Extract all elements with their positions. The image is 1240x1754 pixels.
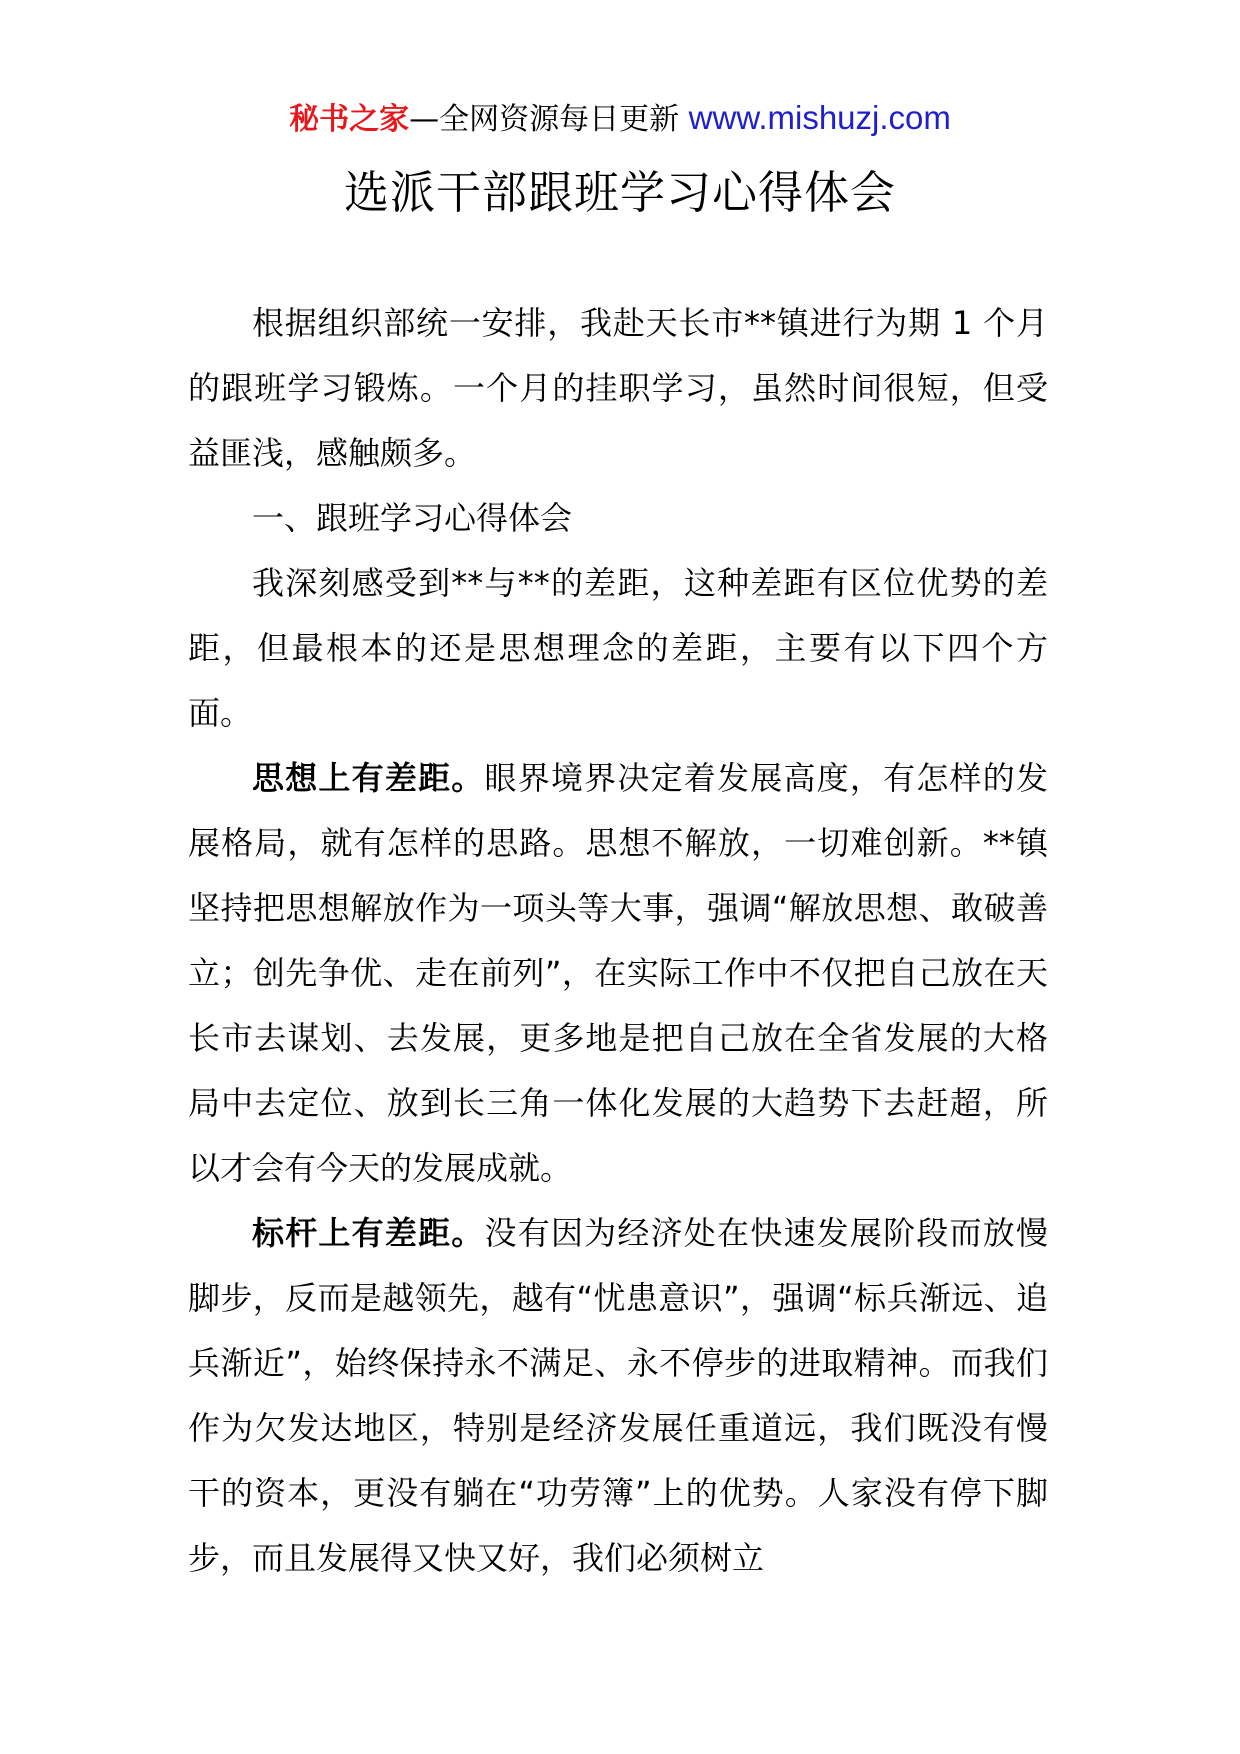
brand-name: 秘书之家 <box>289 102 410 137</box>
paragraph-body-thinking: 眼界境界决定着发展高度，有怎样的发展格局，就有怎样的思路。思想不解放，一切难创新。**镇坚持把思想解放作为一项头等大事，强调“解放思想、敢破善立；创先争优、走在前列”，在实际工作中不仅把自己放在天长市去谋划、去发展，更多地是把自己放在全省发展的大格局中去定位、放到长三角一体化发展的大趋势下去赶超，所以才会有今天的发展成就。 <box>188 759 1048 1187</box>
paragraph-body-benchmark: 没有因为经济处在快速发展阶段而放慢脚步，反而是越领先，越有“忧患意识”，强调“标兵渐远、追兵渐近”，始终保持永不满足、永不停步的进取精神。而我们作为欠发达地区，特别是经济发展任重道远，我们既没有慢干的资本，更没有躺在“功劳簿”上的优势。人家没有停下脚步，而且发展得又快又好，我们必须树立 <box>188 1214 1048 1577</box>
paragraph-lead-benchmark: 标杆上有差距。 <box>252 1214 485 1252</box>
section-heading-1: 一、跟班学习心得体会 <box>252 499 573 537</box>
site-url-link[interactable]: www.mishuzj.com <box>688 99 951 136</box>
paragraph-intro: 根据组织部统一安排，我赴天长市**镇进行为期 1 个月的跟班学习锻炼。一个月的挂职学习，虽然时间很短，但受益匪浅，感触颇多。 <box>188 304 1048 472</box>
paragraph-gap-overview: 我深刻感受到**与**的差距，这种差距有区位优势的差距，但最根本的还是思想理念的差距，主要有以下四个方面。 <box>188 564 1048 732</box>
paragraph-thinking-gap <box>188 746 1048 1201</box>
site-header <box>0 98 1240 140</box>
header-tagline: —全网资源每日更新 <box>409 102 680 137</box>
paragraph-lead-thinking: 思想上有差距。 <box>252 759 485 797</box>
document-body <box>188 291 1048 1591</box>
document-title: 选派干部跟班学习心得体会 <box>343 166 896 219</box>
paragraph-benchmark-gap <box>188 1201 1048 1591</box>
